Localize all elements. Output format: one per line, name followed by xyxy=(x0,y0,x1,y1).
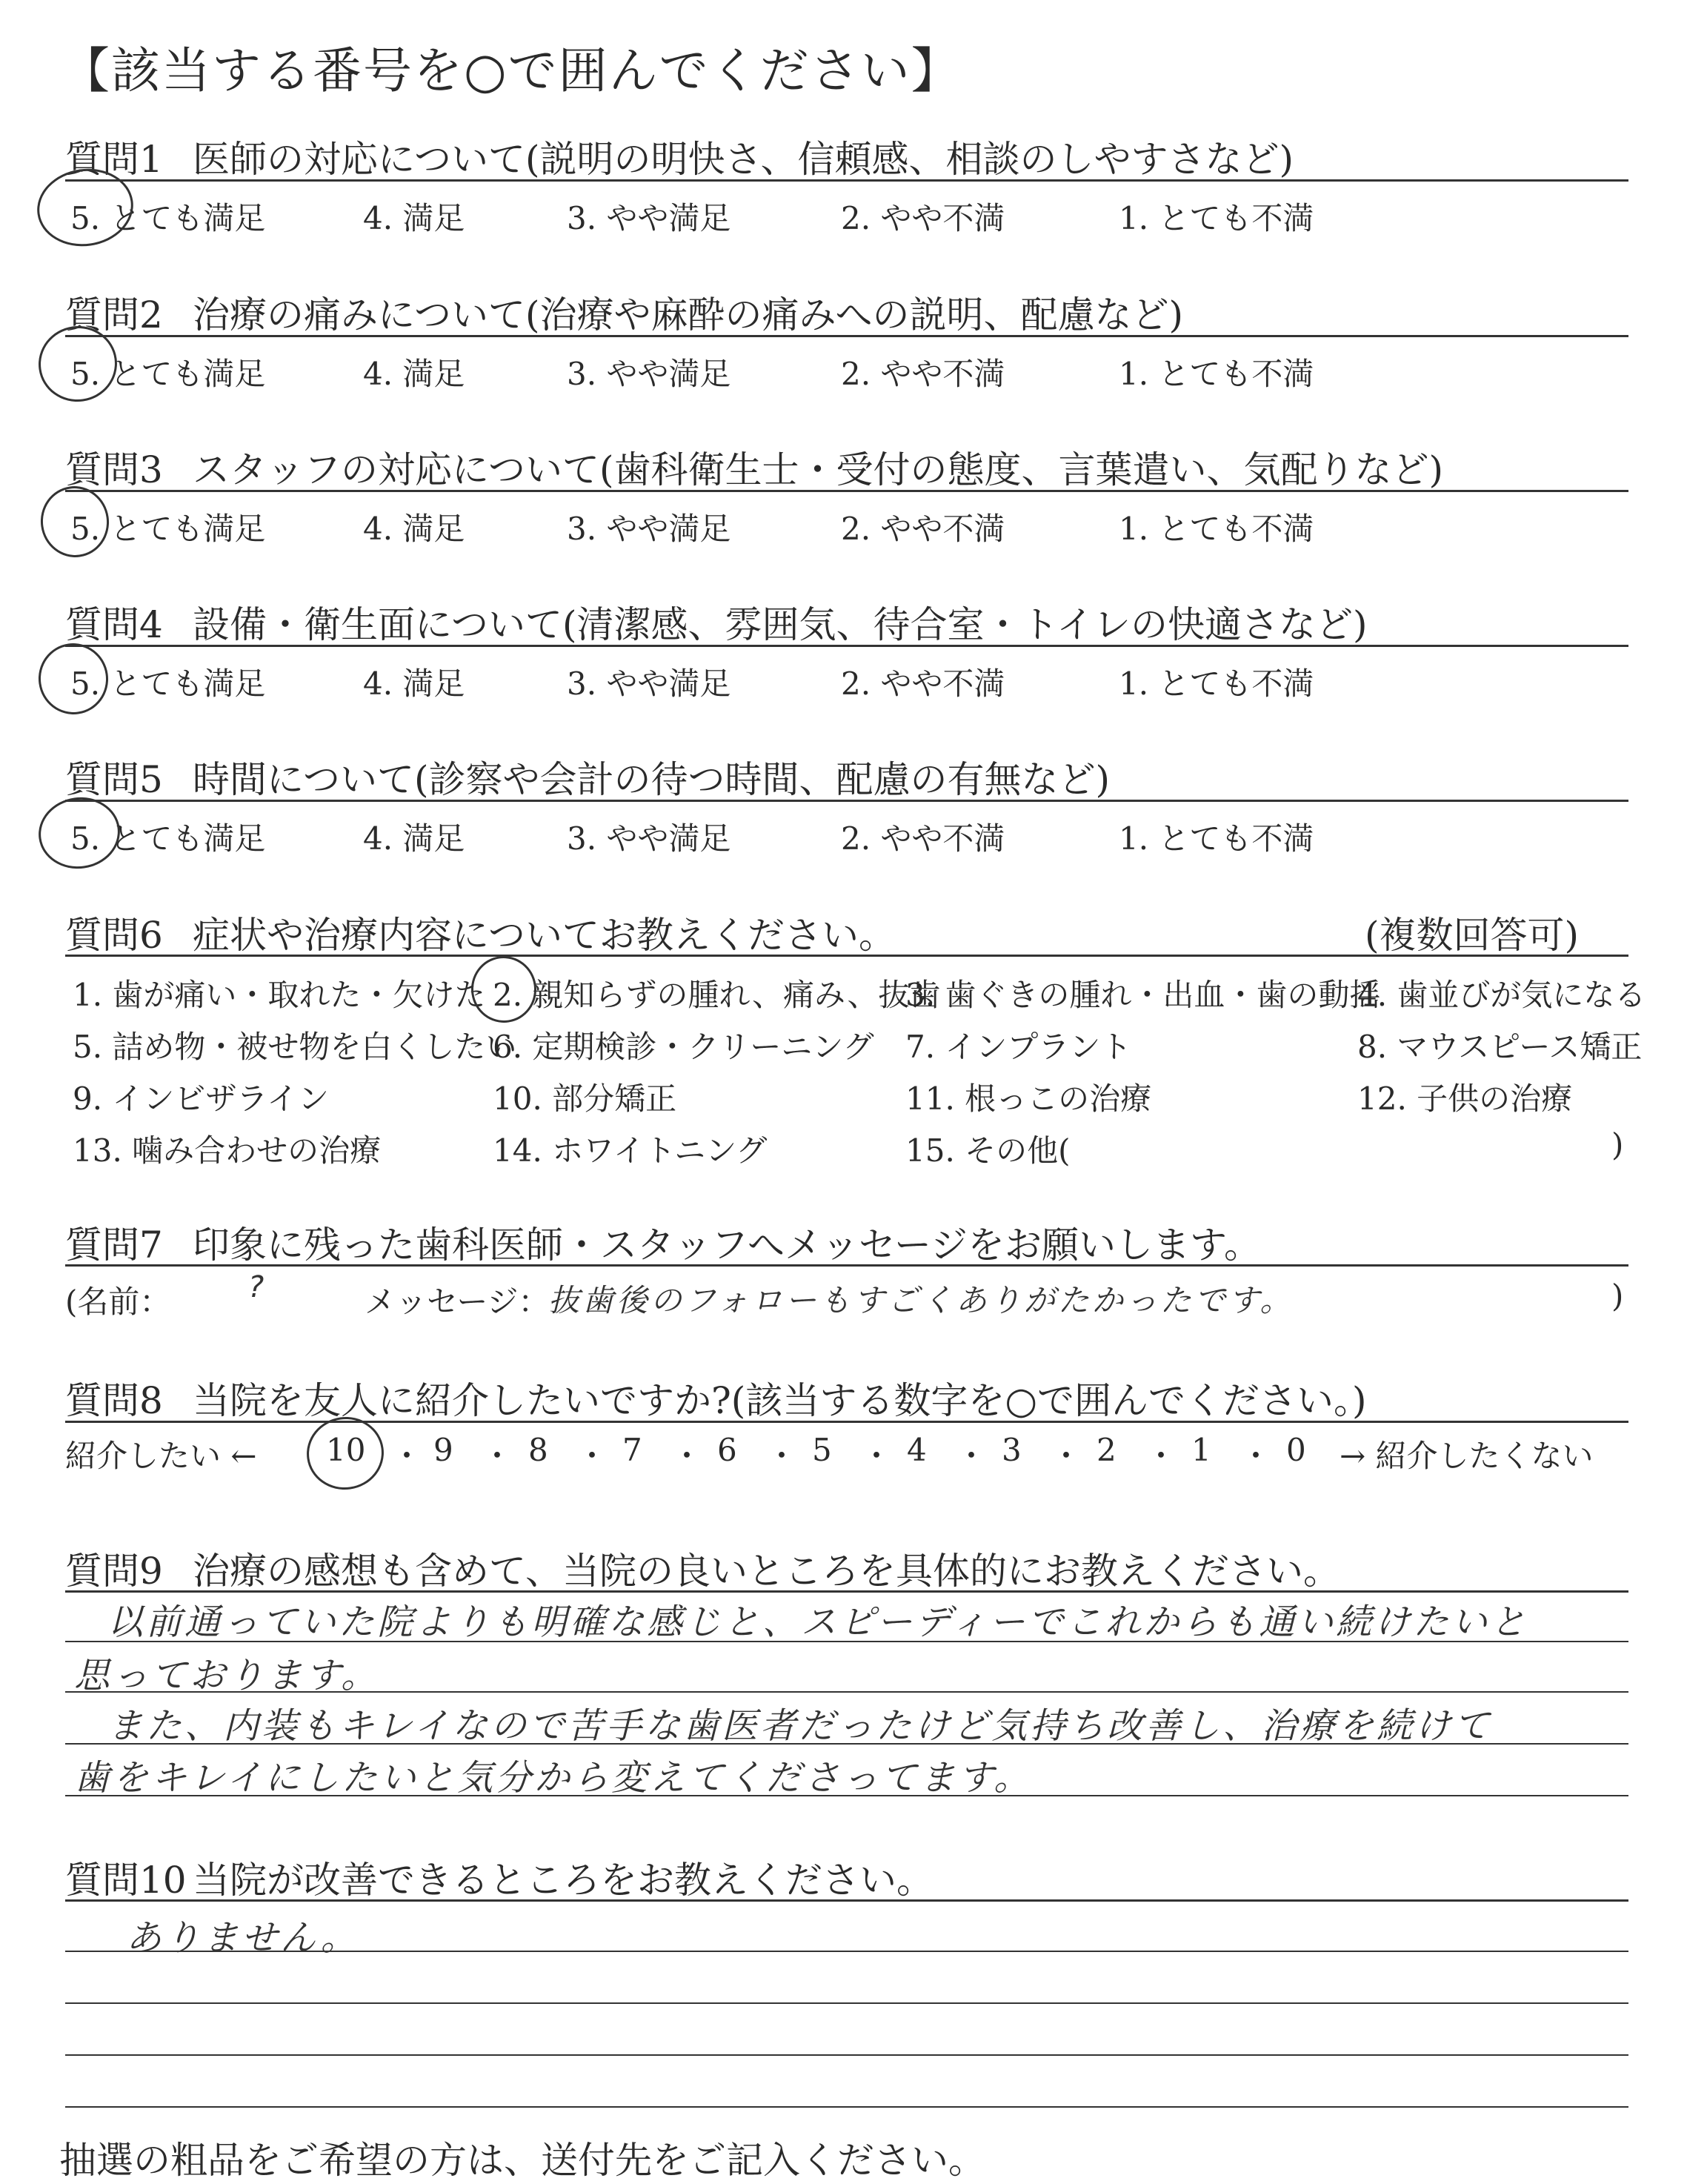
q5-option-5[interactable]: 5. とても満足 xyxy=(70,820,266,857)
divider xyxy=(65,955,1628,957)
recommend-left-label: 紹介したい ← xyxy=(65,1438,257,1474)
selection-circle xyxy=(34,639,113,719)
divider xyxy=(65,1421,1628,1423)
question-2 xyxy=(65,285,1183,339)
q4-option-4[interactable]: 4. 満足 xyxy=(363,666,465,702)
score-6[interactable]: 6 xyxy=(717,1432,737,1468)
score-5[interactable]: 5 xyxy=(812,1432,832,1468)
q2-option-4[interactable]: 4. 満足 xyxy=(363,356,465,392)
score-10[interactable]: 10 xyxy=(326,1432,366,1468)
q6-option-4[interactable]: 4. 歯並びが気になる xyxy=(1357,977,1646,1013)
name-label: (名前： xyxy=(65,1284,171,1320)
q5-option-1[interactable]: 1. とても不満 xyxy=(1119,820,1314,857)
q3-option-5[interactable]: 5. とても満足 xyxy=(70,511,266,547)
question-5 xyxy=(65,750,1110,803)
selection-circle xyxy=(36,482,113,562)
q6-option-7[interactable]: 7. インプラント xyxy=(905,1029,1132,1065)
q6-option-11[interactable]: 11. 根っこの治療 xyxy=(905,1081,1152,1117)
q6-option-6[interactable]: 6. 定期検診・クリーニング xyxy=(493,1029,874,1065)
question-4 xyxy=(65,595,1368,648)
question-number: 質問10 xyxy=(65,1859,187,1902)
divider xyxy=(65,179,1628,182)
q6-option-10[interactable]: 10. 部分矯正 xyxy=(493,1081,677,1117)
q6-other-close-paren: ) xyxy=(1611,1126,1624,1163)
q6-option-8[interactable]: 8. マウスピース矯正 xyxy=(1357,1029,1643,1065)
message-value[interactable]: 抜歯後のフォローもすごくありがたかったです。 xyxy=(548,1282,1294,1318)
separator-dot: ・ xyxy=(766,1438,798,1474)
q10-answer-line-1[interactable]: ありません。 xyxy=(126,1917,359,1959)
q4-option-2[interactable]: 2. やや不満 xyxy=(841,666,1005,702)
q9-answer-line-4[interactable]: 歯をキレイにしたいと気分から変えてくださってます。 xyxy=(74,1757,1033,1799)
selection-circle xyxy=(467,952,541,1026)
divider xyxy=(65,1590,1628,1593)
question-text: 治療の痛みについて(治療や麻酔の痛みへの説明、配慮など) xyxy=(193,293,1184,336)
q2-option-3[interactable]: 3. やや満足 xyxy=(567,356,731,392)
question-text: 印象に残った歯科医師・スタッフへメッセージをお願いします。 xyxy=(193,1224,1261,1267)
q2-option-5[interactable]: 5. とても満足 xyxy=(70,356,266,392)
answer-line xyxy=(65,1641,1628,1642)
answer-line xyxy=(65,2002,1628,2004)
q1-option-5[interactable]: 5. とても満足 xyxy=(70,200,266,236)
divider xyxy=(65,1264,1628,1267)
question-text: 当院が改善できるところをお教えください。 xyxy=(193,1859,934,1902)
separator-dot: ・ xyxy=(391,1438,423,1474)
question-number: 質問2 xyxy=(65,293,163,336)
message-label: メッセージ： xyxy=(365,1284,550,1320)
q1-option-3[interactable]: 3. やや満足 xyxy=(567,200,731,236)
divider xyxy=(65,1899,1628,1902)
question-number: 質問9 xyxy=(65,1550,163,1593)
q6-option-15[interactable]: 15. その他( xyxy=(905,1132,1071,1169)
message-close-paren: ) xyxy=(1611,1278,1624,1314)
q9-answer-line-2[interactable]: 思っております。 xyxy=(74,1655,380,1696)
q6-option-9[interactable]: 9. インビザライン xyxy=(73,1081,330,1117)
question-text: スタッフの対応について(歯科衛生士・受付の態度、言葉遣い、気配りなど) xyxy=(193,448,1444,491)
score-0[interactable]: 0 xyxy=(1286,1432,1306,1468)
separator-dot: ・ xyxy=(956,1438,988,1474)
score-3[interactable]: 3 xyxy=(1002,1432,1022,1468)
question-10 xyxy=(65,1851,934,1904)
separator-dot: ・ xyxy=(576,1438,608,1474)
q1-option-1[interactable]: 1. とても不満 xyxy=(1119,200,1314,236)
q1-option-4[interactable]: 4. 満足 xyxy=(363,200,465,236)
divider xyxy=(65,800,1628,802)
score-4[interactable]: 4 xyxy=(907,1432,927,1468)
name-value[interactable]: ? xyxy=(248,1270,267,1304)
separator-dot: ・ xyxy=(671,1438,703,1474)
divider xyxy=(65,490,1628,492)
score-1[interactable]: 1 xyxy=(1191,1432,1211,1468)
question-number: 質問8 xyxy=(65,1379,163,1422)
q6-option-14[interactable]: 14. ホワイトニング xyxy=(493,1132,768,1169)
selection-circle xyxy=(34,792,124,874)
q6-option-1[interactable]: 1. 歯が痛い・取れた・欠けた xyxy=(73,977,486,1013)
question-9 xyxy=(65,1541,1340,1595)
separator-dot: ・ xyxy=(861,1438,893,1474)
q1-option-2[interactable]: 2. やや不満 xyxy=(841,200,1005,236)
answer-line xyxy=(65,2054,1628,2056)
question-number: 質問6 xyxy=(65,914,163,957)
question-number: 質問3 xyxy=(65,448,163,491)
question-3 xyxy=(65,440,1443,494)
question-text: 治療の感想も含めて、当院の良いところを具体的にお教えください。 xyxy=(193,1550,1340,1593)
separator-dot: ・ xyxy=(1240,1438,1272,1474)
page-title: 【該当する番号を○で囲んでください】 xyxy=(61,42,962,99)
q3-option-4[interactable]: 4. 満足 xyxy=(363,511,465,547)
q5-option-4[interactable]: 4. 満足 xyxy=(363,820,465,857)
q9-answer-line-3[interactable]: また、内装もキレイなので苦手な歯医者だったけど気持ち改善し、治療を続けて xyxy=(107,1705,1493,1747)
q2-option-2[interactable]: 2. やや不満 xyxy=(841,356,1005,392)
answer-line xyxy=(65,1743,1628,1745)
question-number: 質問7 xyxy=(65,1224,163,1267)
answer-line xyxy=(65,2106,1628,2108)
score-2[interactable]: 2 xyxy=(1097,1432,1117,1468)
q4-option-3[interactable]: 3. やや満足 xyxy=(567,666,731,702)
q3-option-2[interactable]: 2. やや不満 xyxy=(841,511,1005,547)
q6-option-3[interactable]: 3. 歯ぐきの腫れ・出血・歯の動揺 xyxy=(905,977,1381,1013)
separator-dot: ・ xyxy=(1145,1438,1177,1474)
q5-option-2[interactable]: 2. やや不満 xyxy=(841,820,1005,857)
question-text: 医師の対応について(説明の明快さ、信頼感、相談のしやすさなど) xyxy=(193,138,1294,181)
q6-option-13[interactable]: 13. 噛み合わせの治療 xyxy=(73,1132,382,1169)
answer-line xyxy=(65,1795,1628,1796)
q9-answer-line-1[interactable]: 以前通っていた院よりも明確な感じと、スピーディーでこれからも通い続けたいと xyxy=(107,1602,1529,1643)
q3-option-1[interactable]: 1. とても不満 xyxy=(1119,511,1314,547)
question-number: 質問1 xyxy=(65,138,163,181)
q6-option-2[interactable]: 2. 親知らずの腫れ、痛み、抜歯 xyxy=(493,977,941,1013)
question-text: 症状や治療内容についてお教えください。 xyxy=(193,914,896,957)
question-text: 設備・衛生面について(清潔感、雰囲気、待合室・トイレの快適さなど) xyxy=(193,603,1368,646)
separator-dot: ・ xyxy=(482,1438,513,1474)
question-number: 質問5 xyxy=(65,758,163,801)
footer-instruction: 抽選の粗品をご希望の方は、送付先をご記入ください。 xyxy=(59,2139,985,2182)
q3-option-3[interactable]: 3. やや満足 xyxy=(567,511,731,547)
multiple-answer-note: (複数回答可) xyxy=(1365,914,1580,957)
q5-option-3[interactable]: 3. やや満足 xyxy=(567,820,731,857)
question-6 xyxy=(65,906,896,959)
q6-option-12[interactable]: 12. 子供の治療 xyxy=(1357,1081,1573,1117)
question-number: 質問4 xyxy=(65,603,163,646)
q4-option-1[interactable]: 1. とても不満 xyxy=(1119,666,1314,702)
answer-line xyxy=(65,1951,1628,1952)
question-1 xyxy=(65,130,1294,183)
question-text: 時間について(診察や会計の待つ時間、配慮の有無など) xyxy=(193,758,1111,801)
divider xyxy=(65,645,1628,647)
answer-line xyxy=(65,1691,1628,1693)
question-text: 当院を友人に紹介したいですか?(該当する数字を○で囲んでください。) xyxy=(193,1379,1367,1422)
score-7[interactable]: 7 xyxy=(622,1432,642,1468)
question-8 xyxy=(65,1371,1366,1424)
q4-option-5[interactable]: 5. とても満足 xyxy=(70,666,266,702)
score-9[interactable]: 9 xyxy=(433,1432,453,1468)
q2-option-1[interactable]: 1. とても不満 xyxy=(1119,356,1314,392)
recommend-right-label: → 紹介したくない xyxy=(1340,1438,1594,1474)
q6-option-5[interactable]: 5. 詰め物・被せ物を白くしたい xyxy=(73,1029,517,1065)
separator-dot: ・ xyxy=(1051,1438,1082,1474)
score-8[interactable]: 8 xyxy=(528,1432,548,1468)
question-7 xyxy=(65,1215,1261,1269)
divider xyxy=(65,335,1628,337)
